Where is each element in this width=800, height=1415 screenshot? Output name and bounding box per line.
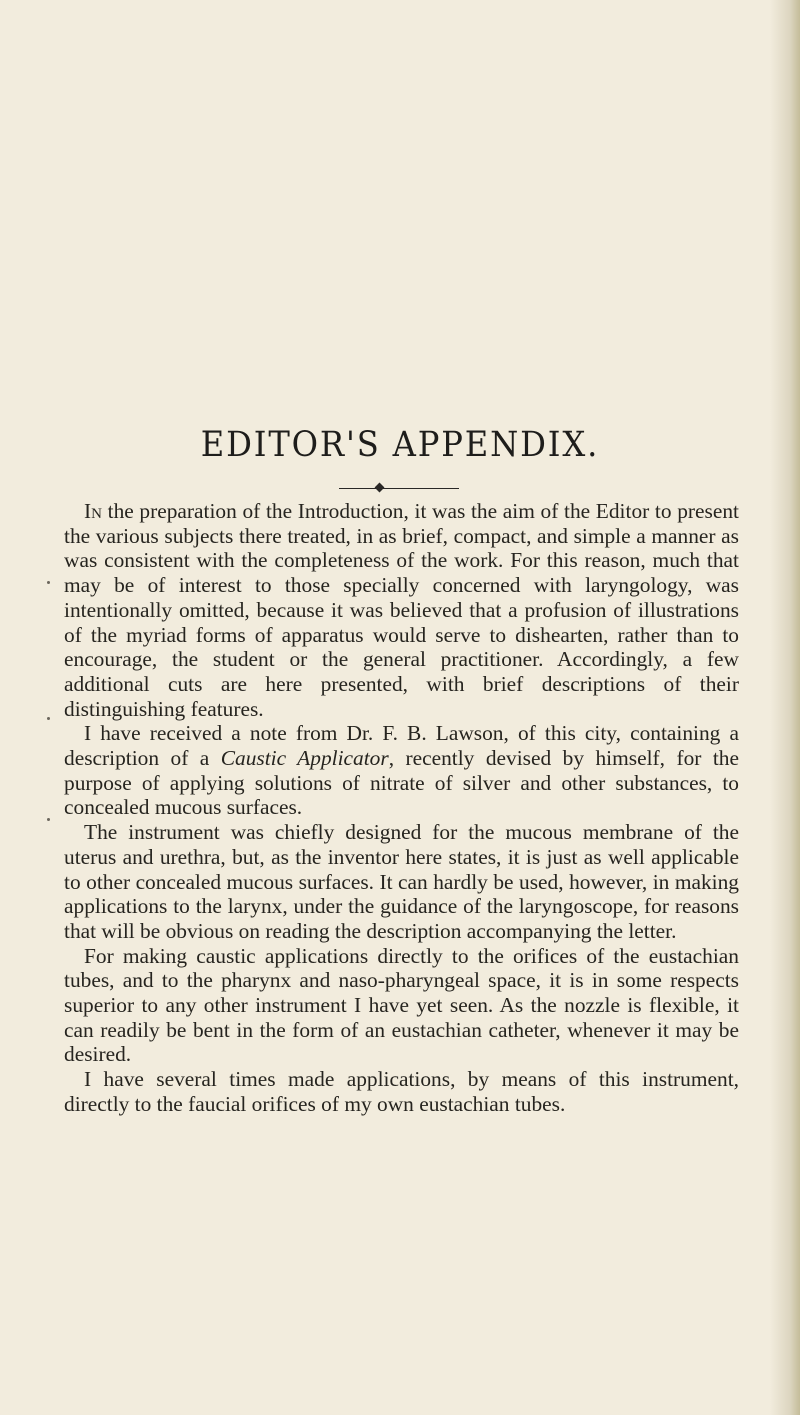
paragraph-2-after: , recently devised by himself, for the purpose of applying solutions of nitrate of silver and other substances, to concealed mucous surfaces. [64,746,739,820]
diamond-ornament-icon [375,483,385,493]
instrument-name: Caustic Applicator [220,746,389,771]
margin-speck [47,818,50,821]
paragraph-2-before: I have received a note from Dr. F. B. Lawson, of this city, containing a description of a [64,721,739,771]
paragraph-2 [64,721,739,820]
paragraph-1-text: the preparation of the Introduction, it was the aim of the Editor to present the various subjects there treated, in as brief, compact, and simple a manner as was consistent with the completeness of the work. For this reason, much that may be of interest to those specially concerned with laryngology, was intentionally omitted, because it was believed that a profusion of illustrations of the myriad forms of apparatus would serve to dishearten, rather than to encourage, the student or the general practitioner. Accordingly, a few additional cuts are here presented, with brief descriptions of their distinguishing features. [64,499,739,721]
ornamental-rule [339,488,459,489]
page-heading: EDITOR'S APPENDIX. [200,425,600,465]
margin-speck [47,581,50,584]
paragraph-5: I have several times made applications, by means of this instrument, directly to the faucial orifices of my own eustachian tubes. [64,1067,739,1116]
paragraph-1 [64,499,739,721]
paragraph-3: The instrument was chiefly designed for the mucous membrane of the uterus and urethra, but, as the inventor here states, it is just as well applicable to other concealed mucous surfaces. It can hardly be used, however, in making applications to the larynx, under the guidance of the laryngoscope, for reasons that will be obvious on reading the description accompanying the letter. [64,820,739,943]
margin-speck [47,717,50,720]
drop-lead-word: In [84,499,102,523]
body-text [64,499,739,1117]
paragraph-4: For making caustic applications directly to the orifices of the eustachian tubes, and to the pharynx and naso-pharyngeal space, it is in some respects superior to any other instrument I have yet seen. As the nozzle is flexible, it can readily be bent in the form of an eustachian catheter, whenever it may be desired. [64,943,739,1067]
